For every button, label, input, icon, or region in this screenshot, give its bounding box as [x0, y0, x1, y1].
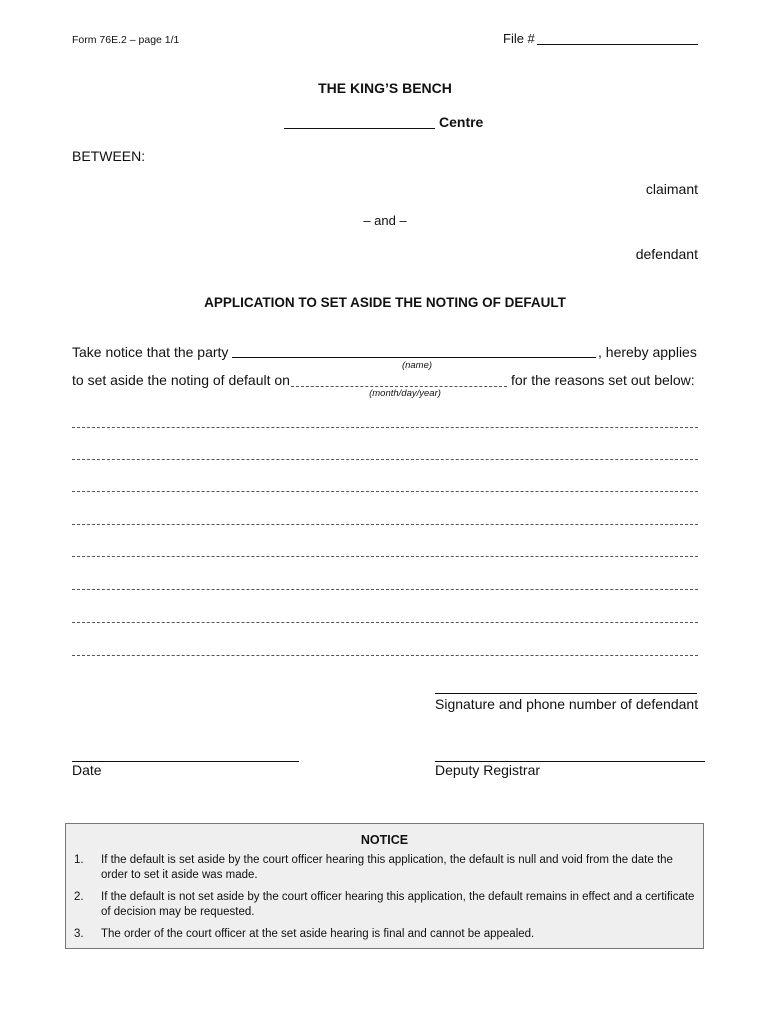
- centre-field[interactable]: [284, 128, 435, 129]
- reason-line[interactable]: [72, 655, 698, 656]
- file-number-field[interactable]: [537, 44, 698, 45]
- notice-item-number: 3.: [74, 928, 84, 940]
- default-date-field[interactable]: [291, 386, 507, 387]
- court-name: THE KING’S BENCH: [318, 80, 452, 96]
- and-separator: – and –: [363, 213, 407, 228]
- notice-item-text: The order of the court officer at the set aside hearing is final and cannot be appealed.: [101, 928, 535, 940]
- party-prefix-text: Take notice that the party: [72, 344, 229, 360]
- form-number: Form 76E.2 – page 1/1: [72, 34, 180, 46]
- reason-line[interactable]: [72, 589, 698, 590]
- file-number-label: File #: [503, 31, 535, 46]
- notice-item-number: 1.: [74, 854, 84, 866]
- defendant-label: defendant: [635, 246, 698, 262]
- default-suffix-text: for the reasons set out below:: [511, 372, 695, 388]
- date-label: Date: [72, 762, 102, 778]
- notice-box: [65, 823, 704, 949]
- party-suffix-text: , hereby applies: [598, 344, 697, 360]
- reason-line[interactable]: [72, 524, 698, 525]
- reason-line[interactable]: [72, 427, 698, 428]
- application-title: APPLICATION TO SET ASIDE THE NOTING OF DEFAULT: [204, 295, 566, 310]
- between-label: BETWEEN:: [72, 148, 146, 164]
- deputy-registrar-label: Deputy Registrar: [435, 762, 541, 778]
- notice-item-number: 2.: [74, 891, 84, 903]
- notice-item-text: If the default is not set aside by the court officer hearing this application, the default remains in effect and a certificate of decision may be requested.: [101, 891, 695, 918]
- centre-label: Centre: [439, 114, 484, 130]
- reason-line[interactable]: [72, 491, 698, 492]
- defendant-signature-field[interactable]: [435, 693, 697, 694]
- notice-item-text: If the default is set aside by the court officer hearing this application, the default is null and void from the date the order to set it aside was made.: [101, 854, 673, 881]
- claimant-label: claimant: [645, 181, 698, 197]
- reason-line[interactable]: [72, 622, 698, 623]
- name-hint: (name): [401, 360, 433, 371]
- default-prefix-text: to set aside the noting of default on: [72, 372, 290, 388]
- date-field[interactable]: [72, 761, 299, 762]
- party-name-field[interactable]: [232, 357, 596, 358]
- notice-title: NOTICE: [360, 833, 409, 847]
- defendant-signature-label: Signature and phone number of defendant: [435, 696, 699, 712]
- reason-line[interactable]: [72, 556, 698, 557]
- date-hint: (month/day/year): [369, 388, 441, 399]
- reason-line[interactable]: [72, 459, 698, 460]
